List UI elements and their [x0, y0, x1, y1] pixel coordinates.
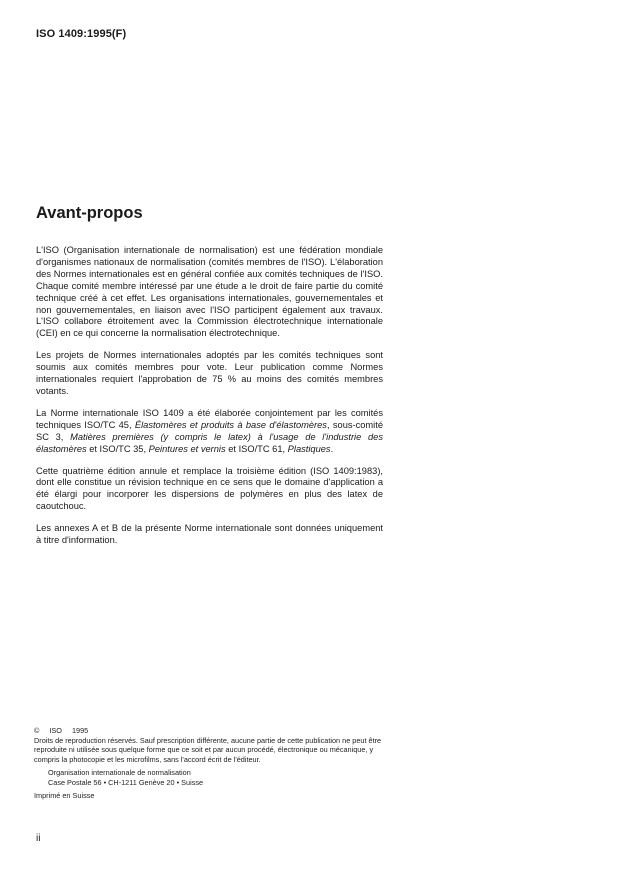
paragraph-committees [36, 408, 383, 456]
section-heading: Avant-propos [36, 204, 143, 222]
foreword-body [36, 245, 383, 557]
copyright-symbol: © [34, 726, 40, 735]
copyright-block [34, 726, 386, 800]
p3-subcommittee-sc3: Matières premières (y compris le latex) à l'usage de l'industrie des élastomères [36, 431, 383, 454]
p3-committee-tc35: Peintures et vernis [148, 443, 226, 454]
p3-text-4: et ISO/TC 61, [225, 443, 288, 454]
p3-committee-tc61: Plastiques [287, 443, 331, 454]
copyright-year: 1995 [71, 726, 89, 735]
copyright-notice [34, 726, 386, 736]
p3-text-3: et ISO/TC 35, [86, 443, 149, 454]
copyright-rights: Droits de reproduction réservés. Sauf prescription différente, aucune partie de cette publication ne peut être reproduite ni utilisée sous quelque forme que ce soit et par aucun procédé, électronique ou mécanique, y compris la photocopie et les microfilms, sans l'accord écrit de l'éditeur. [34, 735, 382, 764]
p3-committee-tc45: Élastomères et produits à base d'élastomères [134, 419, 327, 430]
paragraph-voting: Les projets de Normes internationales adoptés par les comités techniques sont soumis aux comités membres pour vote. Leur publication comme Normes internationales requiert l'approbation de 75 % au moins des comités membres votants. [36, 350, 383, 396]
copyright-owner: ISO [49, 726, 62, 735]
p3-text-1: La Norme internationale ISO 1409 a été élaborée conjointement par les comités techniques ISO/TC 45, [36, 407, 383, 430]
paragraph-annexes: Les annexes A et B de la présente Norme internationale sont données uniquement à titre d'information. [36, 523, 383, 546]
p3-text-5: . [330, 443, 334, 454]
document-id: ISO 1409:1995(F) [36, 28, 127, 40]
paragraph-iso-intro: L'ISO (Organisation internationale de normalisation) est une fédération mondiale d'organismes nationaux de normalisation (comités membres de l'ISO). L'élaboration des Normes internationales est en général confiée aux comités techniques de l'ISO. Chaque comité membre intéressé par une étude a le droit de faire partie du comité technique créé à cet effet. Les organisations internationales, gouvernementales et non gouvernementales, en liaison avec l'ISO participent également aux travaux. L'ISO collabore étroitement avec la Commission électrotechnique internationale (CEI) en ce qui concerne la normalisation électrotechnique. [36, 245, 383, 339]
page-number: ii [36, 833, 41, 844]
p3-text-2: , sous-comité SC 3, [36, 419, 383, 442]
organisation-address: Case Postale 56 • CH-1211 Genève 20 • Suisse [48, 777, 204, 787]
paragraph-edition: Cette quatrième édition annule et remplace la troisième édition (ISO 1409:1983), dont elle constitue un révision technique en ce sens que le domaine d'application a été élargi pour incorporer les dispersions de polymères en plus des latex de caoutchouc. [36, 465, 383, 512]
organisation-name: Organisation internationale de normalisation [48, 768, 191, 778]
printed-in: Imprimé en Suisse [34, 790, 95, 800]
